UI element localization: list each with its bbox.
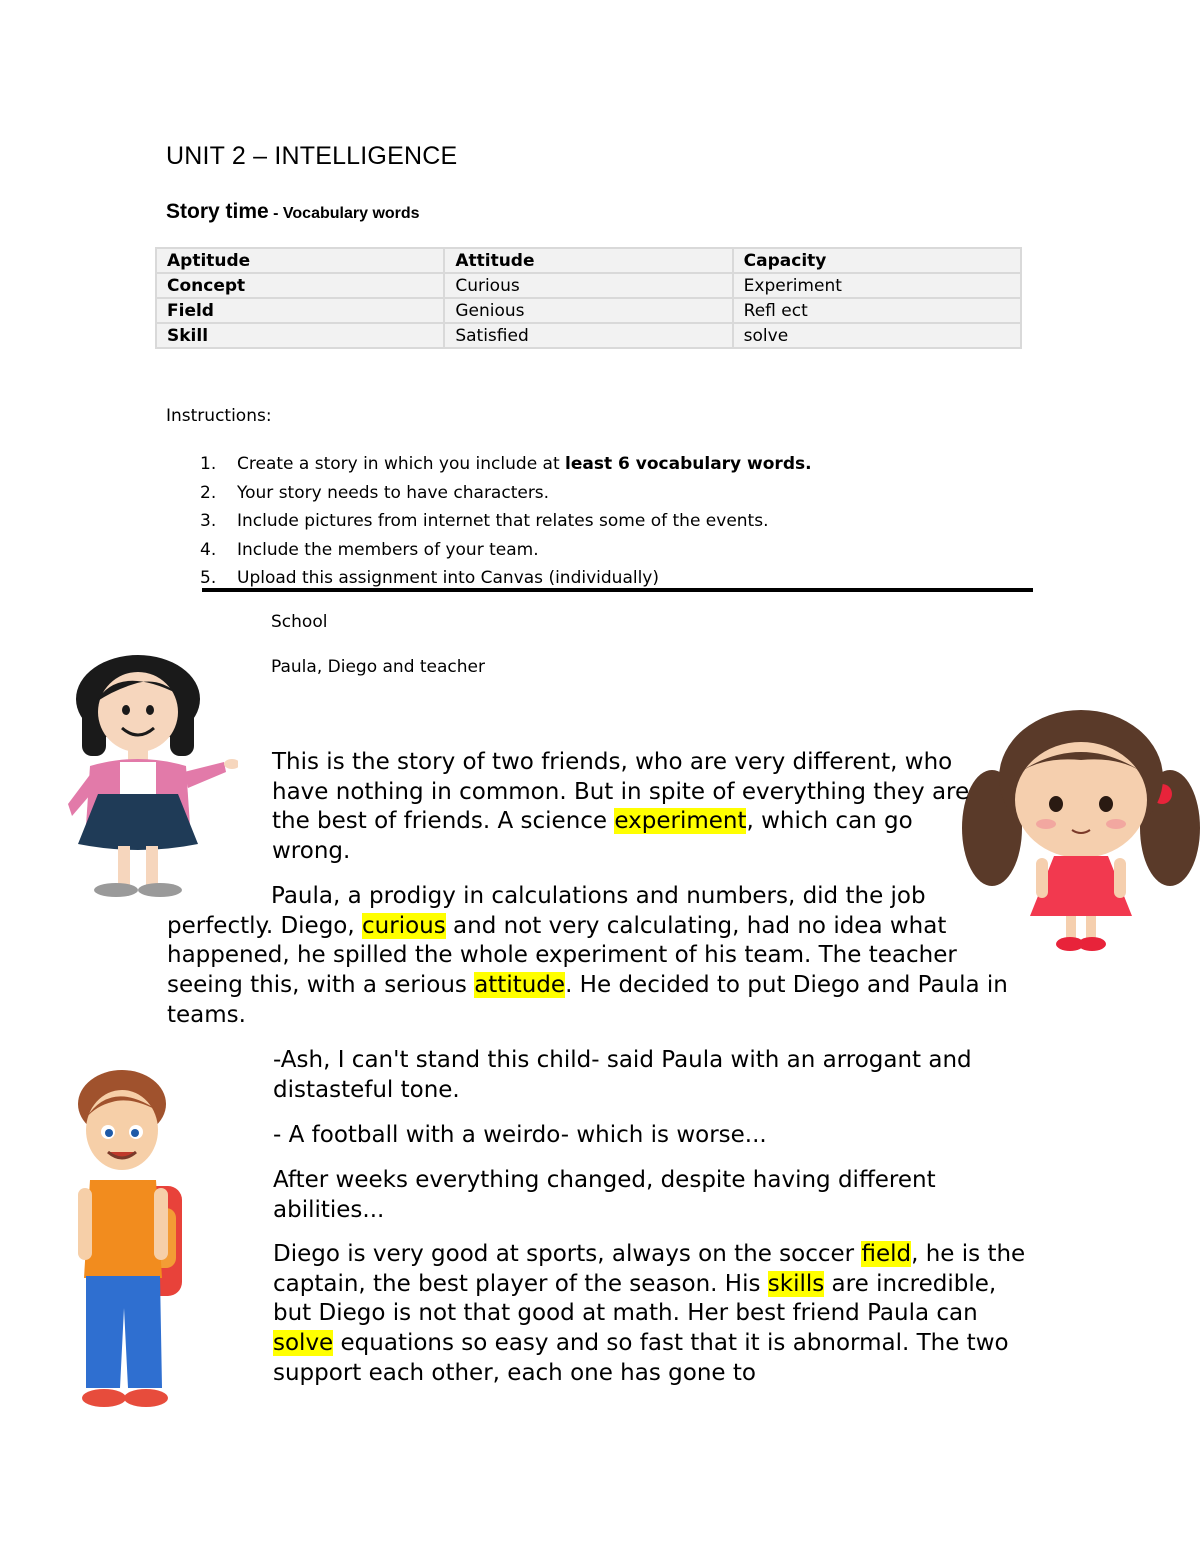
story-paragraph xyxy=(273,1240,1033,1389)
list-number: 1. xyxy=(200,454,217,474)
list-number: 4. xyxy=(200,539,217,560)
list-text: Include the members of your team. xyxy=(237,539,539,560)
story-text: equations so easy and so fast that it is abnormal. The two support each other, each one has gone to xyxy=(273,1330,1009,1386)
instructions-list xyxy=(200,450,812,593)
table-cell: solve xyxy=(733,323,1021,348)
table-cell: Concept xyxy=(156,273,444,298)
list-number: 3. xyxy=(200,511,217,531)
list-number: 5. xyxy=(200,568,217,588)
vocab-highlight: field xyxy=(861,1241,912,1267)
vocab-highlight: skills xyxy=(767,1270,825,1297)
table-cell: Skill xyxy=(156,323,444,348)
boy-illustration-icon xyxy=(72,1068,190,1412)
story-paragraph: -Ash, I can't stand this child- said Paula with an arrogant and distasteful tone. xyxy=(273,1047,972,1103)
subtitle-main: Story time xyxy=(166,200,269,223)
story-text: Paula, a prodigy in calculations and numbers, did the job perfectly. Diego, xyxy=(167,883,926,939)
vocab-highlight: attitude xyxy=(474,972,566,999)
table-cell: Experiment xyxy=(733,273,1021,298)
table-row xyxy=(156,248,1021,273)
list-text-punct: . xyxy=(805,454,812,474)
list-text: Include pictures from internet that relates some of the events. xyxy=(237,511,769,531)
story-text: This is the story of two friends, who are very different, who have nothing in common. But in spite of everything they are the best of friends. A science xyxy=(272,749,970,835)
vocab-highlight: solve xyxy=(273,1330,334,1357)
list-item xyxy=(200,479,812,508)
table-cell: Satisfied xyxy=(444,323,732,348)
page-title: UNIT 2 – INTELLIGENCE xyxy=(166,142,458,170)
list-item xyxy=(200,536,812,565)
list-text: Create a story in which you include at xyxy=(237,454,566,474)
story-paragraph xyxy=(272,748,972,867)
instructions-label: Instructions: xyxy=(166,406,272,426)
teacher-illustration-icon xyxy=(38,654,238,902)
story-paragraph xyxy=(167,882,1037,1031)
story-characters: Paula, Diego and teacher xyxy=(271,657,485,677)
table-cell: Curious xyxy=(444,273,732,298)
table-row xyxy=(156,273,1021,298)
subtitle-small: Vocabulary words xyxy=(282,205,420,222)
story-text: and not very calculating, had no idea what happened, he spilled the whole experiment of his team. The teacher seeing this, with a serious xyxy=(167,912,957,999)
story-text: . He decided to put Diego and Paula in teams. xyxy=(167,972,1008,1028)
list-text-bold: least 6 vocabulary words xyxy=(565,454,806,474)
table-cell: Refl ect xyxy=(733,298,1021,323)
story-text: , he is the captain, the best player of the season. His xyxy=(273,1241,1026,1297)
horizontal-rule xyxy=(202,588,1033,592)
story-text: are incredible, but Diego is not that good at math. Her best friend Paula can xyxy=(273,1270,997,1327)
vocab-highlight: experiment xyxy=(614,808,747,835)
table-row xyxy=(156,298,1021,323)
table-cell: Field xyxy=(156,298,444,323)
list-number: 2. xyxy=(200,482,217,503)
table-cell: Aptitude xyxy=(156,248,444,273)
list-text: Upload this assignment into Canvas (individually) xyxy=(237,568,659,588)
list-item xyxy=(200,507,812,536)
table-cell: Attitude xyxy=(444,248,732,273)
section-subtitle xyxy=(166,200,420,224)
story-paragraph: After weeks everything changed, despite having different abilities... xyxy=(273,1167,936,1223)
table-cell: Genious xyxy=(444,298,732,323)
list-item xyxy=(200,450,812,479)
subtitle-separator: - xyxy=(268,205,283,222)
story-text: , which can go wrong. xyxy=(272,808,913,865)
story-setting: School xyxy=(271,612,328,632)
table-cell: Capacity xyxy=(733,248,1021,273)
vocabulary-table xyxy=(155,247,1022,349)
list-text: Your story needs to have characters. xyxy=(237,482,550,503)
story-text: Diego is very good at sports, always on the soccer xyxy=(273,1241,862,1267)
vocab-highlight: curious xyxy=(362,912,446,939)
table-row xyxy=(156,323,1021,348)
story-paragraph: - A football with a weirdo- which is worse... xyxy=(273,1122,767,1148)
